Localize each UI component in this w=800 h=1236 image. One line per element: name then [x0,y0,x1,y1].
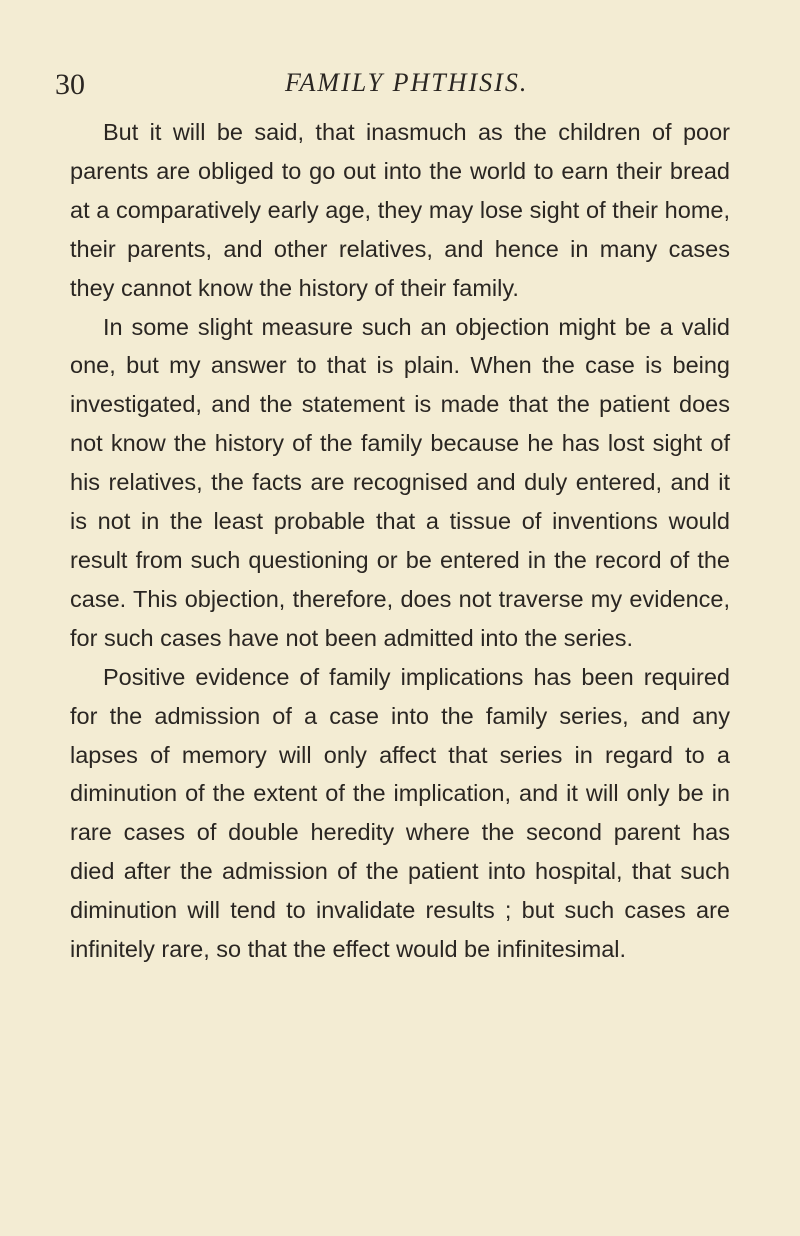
body-text [70,113,730,969]
paragraph-3: Positive evidence of family implications has been required for the admission of a case into the family series, and any lapses of memory will only affect that series in regard to a diminution of the extent of the implication, and it will only be in rare cases of double heredity where the second parent has died after the admission of the patient into hospital, that such diminution will tend to invalidate results ; but such cases are infinitely rare, so that the effect would be infinitesimal. [70,663,730,963]
paragraph-1: But it will be said, that inasmuch as the children of poor parents are obliged to go out into the world to earn their bread at a comparatively early age, they may lose sight of their home, their parents, and other relatives, and hence in many cases they cannot know the history of their family. [70,119,730,301]
running-title: FAMILY PHTHISIS. [285,68,529,97]
paragraph-2: In some slight measure such an objection might be a valid one, but my answer to that is plain. When the case is being investigated, and the statement is made that the patient does not know the history of the family because he has lost sight of his relatives, the facts are recognised and duly entered, and it is not in the least probable that a tissue of inventions would result from such questioning or be entered in the record of the case. This objection, therefore, does not traverse my evidence, for such cases have not been admitted into the series. [70,313,730,651]
page-number: 30 [55,68,85,101]
running-head [55,68,745,108]
